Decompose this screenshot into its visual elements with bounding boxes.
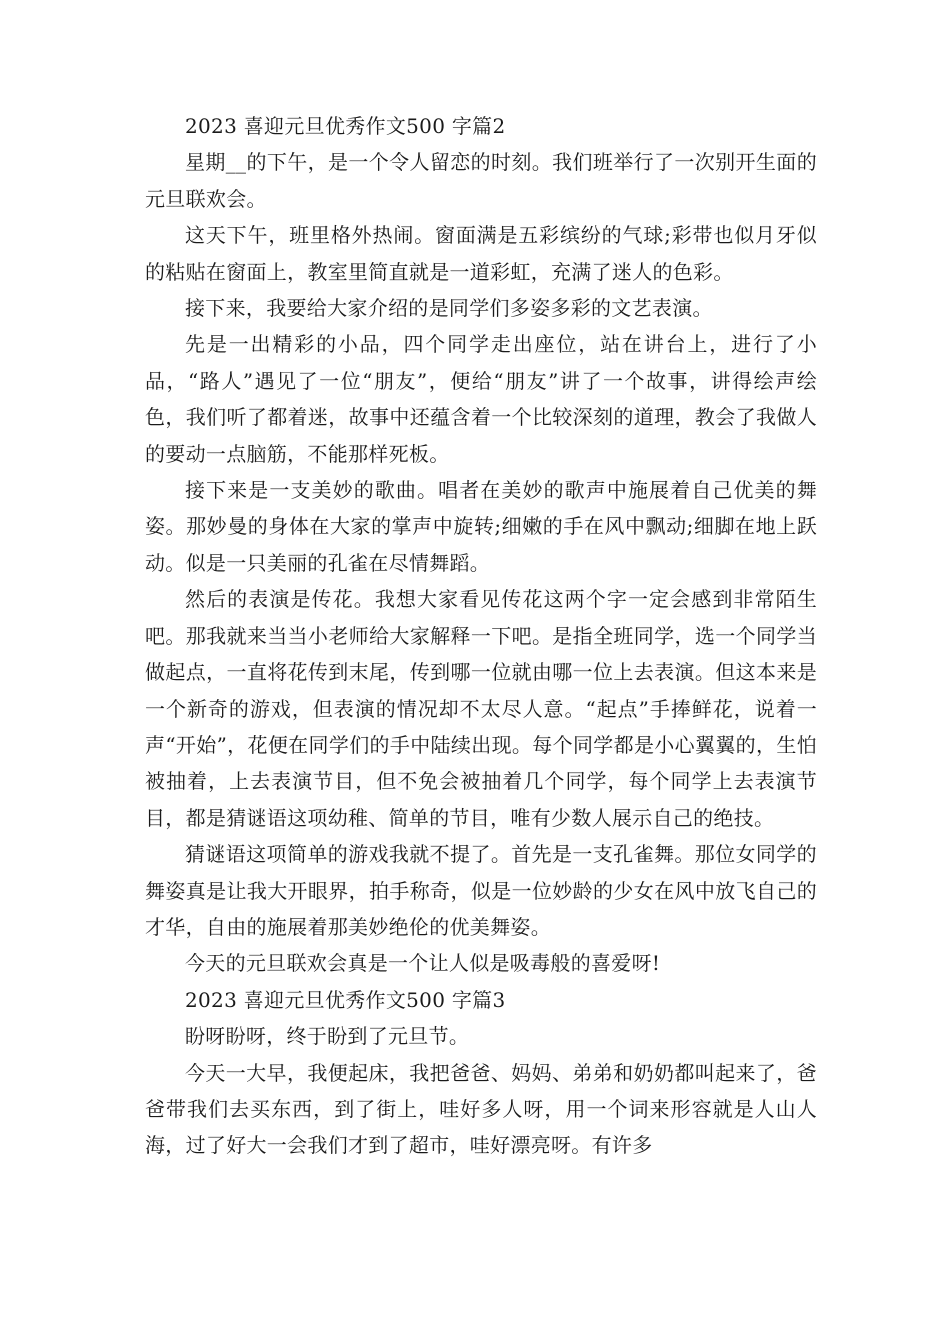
paragraph: 盼呀盼呀，终于盼到了元旦节。 — [185, 1024, 470, 1049]
paragraph: 今天一大早，我便起床，我把爸爸、妈妈、弟弟和奶奶都叫起来了，爸爸带我们去买东西，到了街上，哇好多人呀，用一个词来形容就是人山人海，过了好大一会我们才到了超市，哇好漂亮呀。有许多 — [145, 1060, 817, 1158]
document-body — [145, 108, 817, 1164]
essay-title-3: 2023 喜迎元旦优秀作文500 字篇3 — [185, 987, 506, 1012]
paragraph: 星期__的下午，是一个令人留恋的时刻。我们班举行了一次别开生面的元旦联欢会。 — [145, 150, 817, 211]
paragraph: 接下来，我要给大家介绍的是同学们多姿多彩的文艺表演。 — [185, 296, 713, 321]
paragraph: 先是一出精彩的小品，四个同学走出座位，站在讲台上，进行了小品，“路人”遇见了一位“朋友”，便给“朋友”讲了一个故事，讲得绘声绘色，我们听了都着迷，故事中还蕴含着一个比较深刻的道理，教会了我做人的要动一点脑筋，不能那样死板。 — [145, 332, 817, 466]
paragraph: 然后的表演是传花。我想大家看见传花这两个字一定会感到非常陌生吧。那我就来当当小老师给大家解释一下吧。是指全班同学，选一个同学当做起点，一直将花传到末尾，传到哪一位就由哪一位上去表演。但这本来是一个新奇的游戏，但表演的情况却不太尽人意。“起点”手捧鲜花，说着一声“开始”，花便在同学们的手中陆续出现。每个同学都是小心翼翼的，生怕被抽着，上去表演节目，但不免会被抽着几个同学，每个同学上去表演节目，都是猜谜语这项幼稚、简单的节目，唯有少数人展示自己的绝技。 — [145, 587, 817, 830]
paragraph: 这天下午，班里格外热闹。窗面满是五彩缤纷的气球;彩带也似月牙似的粘贴在窗面上，教室里简直就是一道彩虹，充满了迷人的色彩。 — [145, 223, 817, 284]
paragraph: 接下来是一支美妙的歌曲。唱者在美妙的歌声中施展着自己优美的舞姿。那妙曼的身体在大家的掌声中旋转;细嫩的手在风中飘动;细脚在地上跃动。似是一只美丽的孔雀在尽情舞蹈。 — [145, 478, 817, 575]
paragraph: 猜谜语这项简单的游戏我就不提了。首先是一支孔雀舞。那位女同学的舞姿真是让我大开眼界，拍手称奇，似是一位妙龄的少女在风中放飞自己的才华，自由的施展着那美妙绝伦的优美舞姿。 — [145, 842, 817, 939]
essay-title-2: 2023 喜迎元旦优秀作文500 字篇2 — [185, 114, 506, 138]
paragraph: 今天的元旦联欢会真是一个让人似是吸毒般的喜爱呀! — [185, 951, 661, 976]
